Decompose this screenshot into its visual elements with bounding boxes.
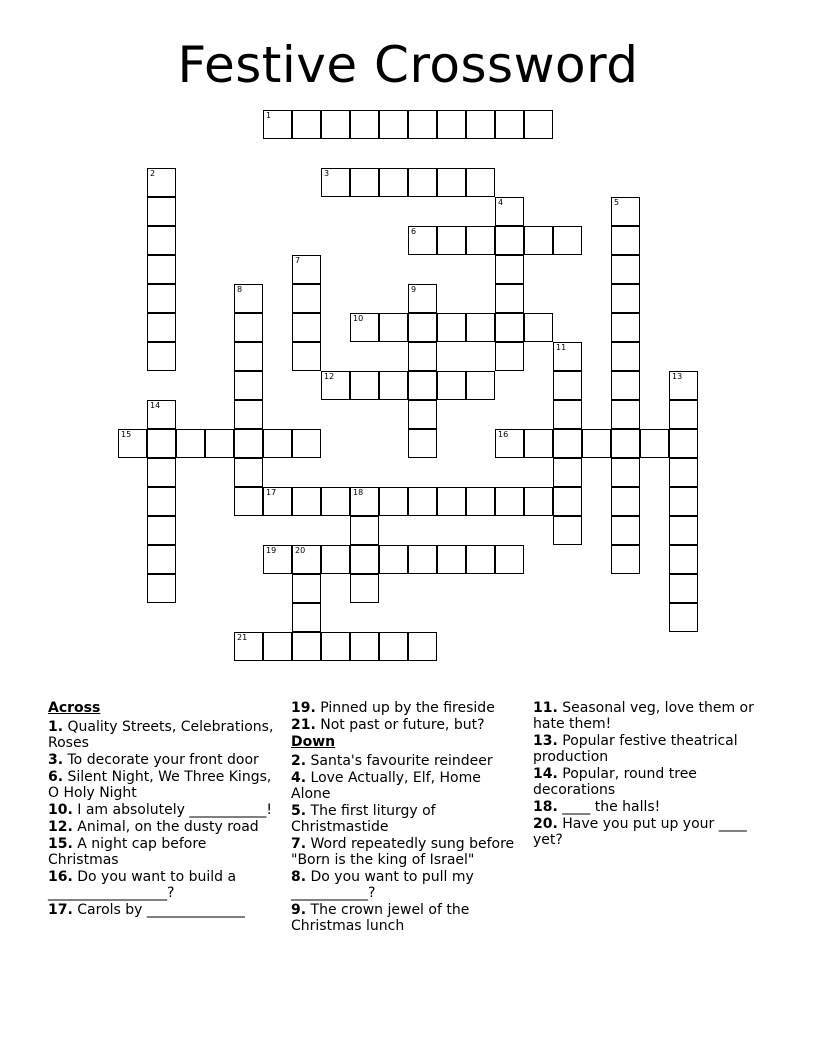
crossword-cell[interactable]	[292, 284, 321, 313]
crossword-cell[interactable]	[350, 110, 379, 139]
clue-item-number: 3.	[48, 752, 64, 768]
clue-number: 8	[237, 285, 243, 294]
clue-item	[533, 700, 765, 732]
crossword-cell[interactable]	[408, 342, 437, 371]
crossword-cell[interactable]	[437, 226, 466, 255]
crossword-cell[interactable]	[321, 110, 350, 139]
crossword-cell[interactable]	[147, 458, 176, 487]
crossword-cell[interactable]	[669, 371, 698, 400]
clue-item-text: Do you want to build a _________________?	[48, 869, 237, 901]
crossword-cell[interactable]	[408, 371, 437, 400]
crossword-cell[interactable]	[408, 313, 437, 342]
clue-number: 2	[150, 169, 156, 178]
crossword-cell[interactable]	[553, 342, 582, 371]
clue-item	[291, 836, 523, 868]
crossword-cell[interactable]	[263, 487, 292, 516]
clue-item	[48, 869, 280, 901]
clue-item	[533, 816, 765, 848]
crossword-cell[interactable]	[147, 516, 176, 545]
clue-item-number: 17.	[48, 902, 73, 918]
clue-number: 9	[411, 285, 417, 294]
crossword-cell[interactable]	[379, 168, 408, 197]
clue-number: 11	[556, 343, 567, 352]
clue-column-1	[48, 700, 280, 919]
clue-item-text: Quality Streets, Celebrations, Roses	[48, 719, 274, 751]
crossword-cell[interactable]	[263, 632, 292, 661]
clue-item-number: 10.	[48, 802, 73, 818]
crossword-cell[interactable]	[437, 313, 466, 342]
clue-item-number: 16.	[48, 869, 73, 885]
crossword-cell[interactable]	[669, 603, 698, 632]
crossword-cell[interactable]	[379, 545, 408, 574]
clue-item-text: Seasonal veg, love them or hate them!	[533, 700, 754, 732]
clue-number: 19	[266, 546, 277, 555]
crossword-cell[interactable]	[466, 487, 495, 516]
clue-item-text: Santa's favourite reindeer	[306, 753, 493, 769]
crossword-cell[interactable]	[292, 429, 321, 458]
clue-item-text: Word repeatedly sung before "Born is the king of Israel"	[291, 836, 515, 868]
crossword-cell[interactable]	[553, 400, 582, 429]
crossword-cell[interactable]	[466, 371, 495, 400]
crossword-cell[interactable]	[611, 545, 640, 574]
clue-item-number: 14.	[533, 766, 558, 782]
crossword-cell[interactable]	[147, 168, 176, 197]
crossword-cell[interactable]	[495, 284, 524, 313]
crossword-cell[interactable]	[350, 545, 379, 574]
crossword-cell[interactable]	[553, 487, 582, 516]
crossword-cell[interactable]	[495, 197, 524, 226]
clue-item-number: 4.	[291, 770, 307, 786]
clue-number: 10	[353, 314, 364, 323]
crossword-cell[interactable]	[263, 429, 292, 458]
crossword-cell[interactable]	[321, 487, 350, 516]
crossword-cell[interactable]	[437, 168, 466, 197]
clue-number: 5	[614, 198, 620, 207]
crossword-cell[interactable]	[147, 197, 176, 226]
crossword-cell[interactable]	[263, 545, 292, 574]
crossword-cell[interactable]	[495, 110, 524, 139]
crossword-cell[interactable]	[611, 400, 640, 429]
crossword-cell[interactable]	[553, 226, 582, 255]
crossword-cell[interactable]	[524, 226, 553, 255]
clue-number: 4	[498, 198, 504, 207]
crossword-cell[interactable]	[437, 110, 466, 139]
crossword-cell[interactable]	[524, 313, 553, 342]
crossword-cell[interactable]	[669, 574, 698, 603]
crossword-cell[interactable]	[147, 313, 176, 342]
crossword-cell[interactable]	[611, 458, 640, 487]
crossword-cell[interactable]	[524, 110, 553, 139]
crossword-cell[interactable]	[669, 545, 698, 574]
clue-item-number: 15.	[48, 836, 73, 852]
crossword-cell[interactable]	[611, 487, 640, 516]
crossword-cell[interactable]	[292, 574, 321, 603]
clue-item-number: 7.	[291, 836, 307, 852]
crossword-cell[interactable]	[611, 429, 640, 458]
clue-item-number: 19.	[291, 700, 316, 716]
crossword-cell[interactable]	[582, 429, 611, 458]
crossword-cell[interactable]	[263, 110, 292, 139]
clue-number: 3	[324, 169, 330, 178]
crossword-cell[interactable]	[640, 429, 669, 458]
crossword-cell[interactable]	[408, 545, 437, 574]
crossword-cell[interactable]	[408, 632, 437, 661]
clue-item	[291, 770, 523, 802]
crossword-cell[interactable]	[495, 342, 524, 371]
clue-number: 21	[237, 633, 248, 642]
clue-number: 14	[150, 401, 161, 410]
clue-item	[48, 802, 280, 818]
clue-item	[48, 902, 280, 918]
crossword-cell[interactable]	[669, 487, 698, 516]
crossword-cell[interactable]	[350, 516, 379, 545]
crossword-cell[interactable]	[292, 603, 321, 632]
clue-item	[291, 869, 523, 901]
clue-section-heading: Down	[291, 734, 336, 750]
crossword-cell[interactable]	[611, 284, 640, 313]
crossword-cell[interactable]	[495, 255, 524, 284]
clue-item-number: 18.	[533, 799, 558, 815]
clue-item	[291, 902, 523, 934]
crossword-cell[interactable]	[611, 342, 640, 371]
clue-item-text: Love Actually, Elf, Home Alone	[291, 770, 481, 802]
crossword-cell[interactable]	[669, 516, 698, 545]
crossword-cell[interactable]	[234, 429, 263, 458]
clue-item-number: 20.	[533, 816, 558, 832]
crossword-cell[interactable]	[292, 313, 321, 342]
crossword-cell[interactable]	[234, 342, 263, 371]
crossword-cell[interactable]	[408, 110, 437, 139]
crossword-cell[interactable]	[408, 487, 437, 516]
clue-item-text: Have you put up your ____ yet?	[533, 816, 747, 848]
clue-number: 7	[295, 256, 301, 265]
crossword-cell[interactable]	[524, 429, 553, 458]
page-title: Festive Crossword	[177, 36, 639, 94]
crossword-cell[interactable]	[234, 632, 263, 661]
clue-number: 20	[295, 546, 306, 555]
crossword-cell[interactable]	[234, 487, 263, 516]
clue-item	[48, 769, 280, 801]
crossword-cell[interactable]	[234, 458, 263, 487]
clue-item-number: 9.	[291, 902, 307, 918]
crossword-cell[interactable]	[408, 284, 437, 313]
clue-item	[291, 700, 523, 716]
crossword-cell[interactable]	[321, 545, 350, 574]
clue-item-text: Popular festive theatrical production	[533, 733, 738, 765]
crossword-cell[interactable]	[408, 226, 437, 255]
clue-number: 18	[353, 488, 364, 497]
clue-item-text: Do you want to pull my ___________?	[291, 869, 474, 901]
crossword-cell[interactable]	[437, 545, 466, 574]
clue-item	[48, 719, 280, 751]
crossword-cell[interactable]	[176, 429, 205, 458]
clue-section-heading: Across	[48, 700, 101, 716]
crossword-cell[interactable]	[234, 400, 263, 429]
clue-number: 15	[121, 430, 132, 439]
crossword-cell[interactable]	[147, 255, 176, 284]
crossword-cell[interactable]	[611, 371, 640, 400]
crossword-cell[interactable]	[205, 429, 234, 458]
clue-item-text: Silent Night, We Three Kings, O Holy Night	[48, 769, 272, 801]
crossword-cell[interactable]	[524, 487, 553, 516]
crossword-cell[interactable]	[234, 371, 263, 400]
crossword-cell[interactable]	[147, 226, 176, 255]
crossword-cell[interactable]	[147, 429, 176, 458]
clue-item-text: Popular, round tree decorations	[533, 766, 697, 798]
clue-item-number: 12.	[48, 819, 73, 835]
crossword-cell[interactable]	[379, 313, 408, 342]
crossword-cell[interactable]	[669, 400, 698, 429]
crossword-cell[interactable]	[669, 429, 698, 458]
clue-item-text: To decorate your front door	[63, 752, 259, 768]
clue-item-text: ____ the halls!	[557, 799, 661, 815]
crossword-cell[interactable]	[350, 371, 379, 400]
crossword-cell[interactable]	[553, 371, 582, 400]
crossword-cell[interactable]	[437, 487, 466, 516]
crossword-cell[interactable]	[147, 284, 176, 313]
crossword-cell[interactable]	[495, 429, 524, 458]
clue-item-number: 11.	[533, 700, 558, 716]
clue-number: 17	[266, 488, 277, 497]
crossword-cell[interactable]	[350, 632, 379, 661]
crossword-cell[interactable]	[408, 400, 437, 429]
crossword-cell[interactable]	[350, 168, 379, 197]
crossword-cell[interactable]	[350, 574, 379, 603]
clue-item-number: 1.	[48, 719, 64, 735]
crossword-cell[interactable]	[611, 226, 640, 255]
crossword-cell[interactable]	[147, 487, 176, 516]
clue-item	[291, 717, 523, 733]
crossword-cell[interactable]	[466, 110, 495, 139]
crossword-cell[interactable]	[234, 284, 263, 313]
crossword-cell[interactable]	[553, 458, 582, 487]
clue-item-number: 5.	[291, 803, 307, 819]
clue-column-3	[533, 700, 765, 849]
clue-number: 12	[324, 372, 335, 381]
crossword-cell[interactable]	[466, 313, 495, 342]
crossword-cell[interactable]	[350, 487, 379, 516]
crossword-cell[interactable]	[292, 545, 321, 574]
crossword-cell[interactable]	[495, 545, 524, 574]
crossword-cell[interactable]	[321, 168, 350, 197]
clue-number: 16	[498, 430, 509, 439]
crossword-cell[interactable]	[379, 632, 408, 661]
crossword-cell[interactable]	[350, 313, 379, 342]
clue-item-number: 13.	[533, 733, 558, 749]
clue-item-text: Animal, on the dusty road	[72, 819, 259, 835]
clue-number: 1	[266, 111, 272, 120]
crossword-cell[interactable]	[495, 487, 524, 516]
crossword-cell[interactable]	[553, 516, 582, 545]
crossword-cell[interactable]	[321, 371, 350, 400]
clue-item-number: 21.	[291, 717, 316, 733]
crossword-cell[interactable]	[408, 168, 437, 197]
crossword-cell[interactable]	[292, 110, 321, 139]
crossword-cell[interactable]	[292, 632, 321, 661]
crossword-cell[interactable]	[379, 371, 408, 400]
clue-item-number: 2.	[291, 753, 307, 769]
clue-number: 6	[411, 227, 417, 236]
crossword-cell[interactable]	[408, 429, 437, 458]
crossword-cell[interactable]	[292, 487, 321, 516]
crossword-cell[interactable]	[234, 313, 263, 342]
crossword-cell[interactable]	[495, 313, 524, 342]
crossword-cell[interactable]	[466, 226, 495, 255]
crossword-cell[interactable]	[466, 545, 495, 574]
clue-item	[48, 819, 280, 835]
crossword-cell[interactable]	[292, 255, 321, 284]
crossword-cell[interactable]	[147, 342, 176, 371]
crossword-cell[interactable]	[611, 516, 640, 545]
clue-item	[533, 766, 765, 798]
clue-item-number: 6.	[48, 769, 64, 785]
crossword-cell[interactable]	[466, 168, 495, 197]
clue-item	[291, 753, 523, 769]
crossword-cell[interactable]	[669, 458, 698, 487]
clue-item	[48, 836, 280, 868]
crossword-cell[interactable]	[147, 574, 176, 603]
clue-item	[533, 733, 765, 765]
crossword-cell[interactable]	[118, 429, 147, 458]
crossword-cell[interactable]	[611, 255, 640, 284]
clue-item	[533, 799, 765, 815]
clue-item	[291, 803, 523, 835]
crossword-cell[interactable]	[553, 429, 582, 458]
crossword-cell[interactable]	[379, 487, 408, 516]
crossword-cell[interactable]	[147, 400, 176, 429]
crossword-cell[interactable]	[379, 110, 408, 139]
crossword-cell[interactable]	[292, 342, 321, 371]
clue-column-2	[291, 700, 523, 935]
crossword-cell[interactable]	[321, 632, 350, 661]
clue-item-text: The first liturgy of Christmastide	[291, 803, 436, 835]
clue-item-text: Not past or future, but?	[315, 717, 485, 733]
clue-number: 13	[672, 372, 683, 381]
crossword-cell[interactable]	[611, 313, 640, 342]
crossword-cell[interactable]	[437, 371, 466, 400]
clue-item	[48, 752, 280, 768]
clue-item-text: A night cap before Christmas	[48, 836, 207, 868]
clue-item-text: Carols by ______________	[72, 902, 245, 918]
clue-item-text: Pinned up by the fireside	[315, 700, 495, 716]
clue-item-text: I am absolutely ___________!	[72, 802, 272, 818]
crossword-cell[interactable]	[147, 545, 176, 574]
crossword-cell[interactable]	[611, 197, 640, 226]
clue-item-text: The crown jewel of the Christmas lunch	[291, 902, 470, 934]
clue-item-number: 8.	[291, 869, 307, 885]
crossword-cell[interactable]	[495, 226, 524, 255]
